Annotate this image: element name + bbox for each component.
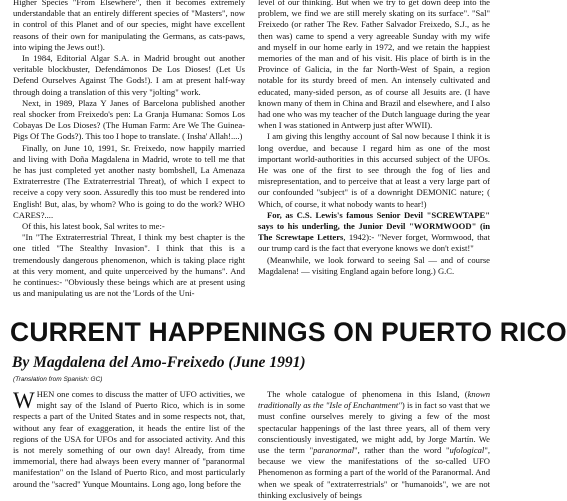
paragraph: I am giving this lengthy account of Sal now because I think it is long overdue, and because I regard him as one of the most important world-authorities in this accursed subject of the UFOs. He was one of the first to see through the fog of lies and misrepresentation, and to perceive that at least a very large part of our confounded "subject" is of a downright DEMONIC nature; ( Which, of course, it what nobody wants to hear!): [258, 131, 490, 209]
paragraph-text: one comes to discuss the matter of UFO activities, we might say of the Island of Puerto Rico, which is in some respects a part of the United States and in some respects not, that, without any fear of exaggeration, it heads the entire list of the regions of the USA for UFOs and for associated activity. And this is not merely something of our own day! Already, from time immemorial, there had always been every manner of "paranormal manifestation" on the Island of Puerto Rico, and most particularly around the "sacred" Yunque Mountains. Long ago, long before the: [13, 389, 245, 489]
emphasis-text: known traditionally as the "Isle of Enchantment": [258, 389, 490, 411]
paragraph-text: ) is in fact so vast that we must confine ourselves merely to giving a few of the most spectacular happenings of the last three years, all of them very conscientiously investigated, we might add, by Jorge Martín. We use the term ": [258, 400, 490, 456]
paragraph: Finally, on June 10, 1991, Sr. Freixedo, now happily married and living with Doña Magdalena in Madrid, wrote to tell me that he has just completed yet another nasty bombshell, La Amenaza Extraterrestre (The Extraterrestrial Threat), of which I expect to receive a copy very soon. Assuredly this too must be rendered into English! But, alas, by whom? Who is going to do the work? WHO CARES?....: [13, 142, 245, 220]
column-right-top: [258, 0, 490, 277]
column-left-top: [13, 0, 245, 299]
column-right-bottom: [258, 389, 490, 501]
paragraph: Higher Species "From Elsewhere", then it becomes extremely understandable that an entirely different species of "Masters", now in control of this Planet and of our species, might have excellent reasons of their own for manipulating the Germans, as cats-paws, into wiping the Jews out!).: [13, 0, 245, 52]
paragraph-text: ", because we view the manifestations of the so-called UFO Phenomenon as forming a part of the world of the Paranormal. And when we speak of "extraterrestrials" or "humanoids", we are not thinking exclusively of beings: [258, 445, 490, 500]
quote-lead: For, as C.S. Lewis's famous Senior Devil "SCREWTAPE" says to his underling, the Junior Devil "WORMWOOD" (in: [258, 209, 490, 232]
paragraph: level of our thinking. But when we try to get down deep into the problem, we find we are still merely skating on its surface". "Sal" Freixedo (or rather The Rev. Father Salvador Freixedo, S.J., as he then was) came to spend a very agreeable Sunday with my wife and myself in our home early in 1972, and we retain the happiest memories of the man and of his visit. His place of birth is in the Province of Galicia, in the far North-West of Spain, a region notable for its sturdy breed of men. An intensely cultivated and educated, many-sided person, as of course all Jesuits are. (I have known many of them in China and Brazil and elsewhere, and I also had one who was my teacher of the Dutch language during the year when I was stationed in Antwerp just after WWII).: [258, 0, 490, 131]
paragraph: [258, 210, 490, 255]
paragraph-text: The whole catalogue of phenomena in this Island, (: [267, 389, 468, 399]
article-headline: CURRENT HAPPENINGS ON PUERTO RICO: [10, 317, 567, 347]
quote-text: , 1942):- "Never forget, Wormwood, that our trump card is the fact that everyone knows we don't exist!": [258, 232, 490, 254]
paragraph: In 1984, Editorial Algar S.A. in Madrid brought out another veritable blockbuster, Defendámonos De Los Dioses! (Let Us Defend Ourselves Against The Gods!). I am at present half-way through doing a translation of this very "jolting" work.: [13, 53, 245, 97]
emphasis-text: ufological: [449, 445, 485, 456]
emphasis-text: paranormal: [313, 445, 355, 456]
book-title: The Screwtape Letters: [258, 232, 344, 243]
article-byline: By Magdalena del Amo-Freixedo (June 1991): [12, 354, 306, 371]
translation-note: (Translation from Spanish: GC): [13, 376, 103, 383]
paragraph: [13, 389, 245, 490]
column-left-bottom: [13, 389, 245, 490]
drop-cap: W: [13, 388, 35, 413]
lead-word: HEN: [36, 389, 55, 399]
paragraph: "In "The Extraterrestrial Threat, I think my best chapter is the one titled "The Stealthy Invasion". I think that this is a tremendously dangerous phenomenon, which is taking place right at this very moment, and quite unperceived by the humans". And he continues:- "Obviously these beings which are at present using us and manipulating us are not the 'Lords of the Uni-: [13, 232, 245, 299]
paragraph: (Meanwhile, we look forward to seeing Sal — and of course Magdalena! — visiting England again before long.) G.C.: [258, 254, 490, 276]
paragraph: Next, in 1989, Plaza Y Janes of Barcelona published another real shocker from Freixedo's pen: La Granja Humana: Somos Los Cobayas De Los Dioses? (The Human Farm: Are We The Guinea-Pigs Of The Gods?). This too I hope to translate. ( Insha' Allah!....): [13, 97, 245, 142]
paragraph: [258, 389, 490, 501]
paragraph: Of this, his latest book, Sal writes to me:-: [22, 221, 165, 232]
paragraph-text: ", rather than the word ": [354, 445, 450, 456]
